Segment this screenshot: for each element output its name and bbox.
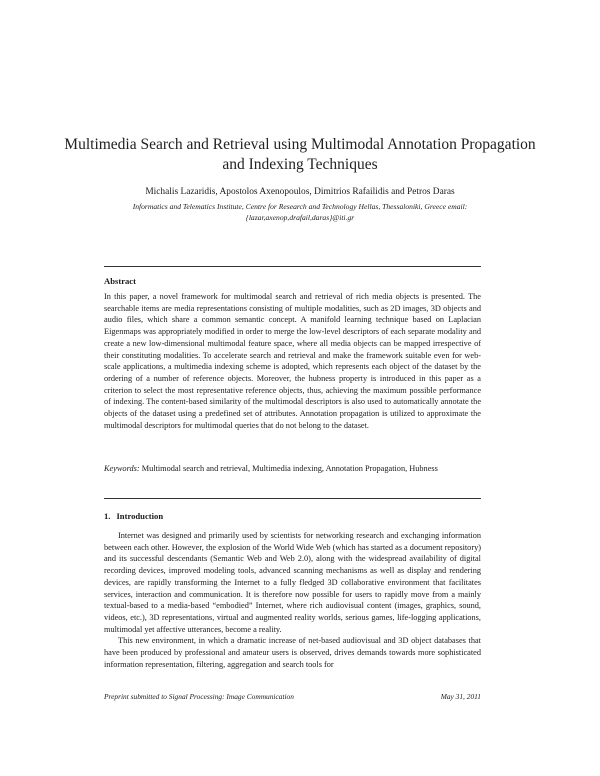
author-affiliation: Informatics and Telematics Institute, Centre for Research and Technology Hellas, Thessaloniki, Greece email: {lazar,axenop,drafail,daras}@iti.gr — [132, 202, 468, 222]
keywords-block — [104, 463, 481, 475]
abstract-top-rule — [104, 266, 481, 267]
keywords-text: Multimodal search and retrieval, Multimedia indexing, Annotation Propagation, Hubness — [141, 464, 438, 473]
abstract-bottom-rule — [104, 498, 481, 499]
section-number: 1. — [104, 511, 111, 521]
page-footer — [104, 692, 481, 701]
introduction-body — [104, 530, 481, 670]
paragraph: Internet was designed and primarily used by scientists for networking research and exchanging information between each other. However, the explosion of the World Wide Web (which has started as a document repository) and its successful descendants (Semantic Web and Web 2.0), along with the widespread availability of digital recording devices, improved modeling tools, advanced scanning mechanisms as well as display and rendering devices, are rapidly transforming the Internet to a fully fledged 3D collaborative environment that facilitates services, interaction and communication. It is therefore now possible for users to rapidly move from a mainly textual-based to a media-based “embodied” Internet, where rich audiovisual content (images, graphics, sound, videos, etc.), 3D representations, virtual and augmented reality worlds, serious games, life-logging applications, multimodal yet affective utterances, become a reality. — [104, 531, 482, 634]
abstract-heading: Abstract — [104, 276, 136, 286]
section-heading-introduction — [104, 511, 169, 521]
footer-date: May 31, 2011 — [440, 692, 481, 701]
author-list: Michalis Lazaridis, Apostolos Axenopoulos, Dimitrios Rafailidis and Petros Daras — [145, 187, 455, 197]
paragraph: This new environment, in which a dramatic increase of net-based audiovisual and 3D object databases that have been produced by professional and amateur users is observed, drives demands towards more sophisticated information representation, filtering, aggregation and search tools for — [104, 636, 481, 669]
section-title: Introduction — [116, 511, 164, 521]
keywords-label: Keywords: — [104, 464, 140, 473]
abstract-body: In this paper, a novel framework for multimodal search and retrieval of rich media objects is presented. The searchable items are media representations consisting of multiple modalities, such as 2D images, 3D objects and audio files, which share a common semantic concept. A manifold learning technique based on Laplacian Eigenmaps was appropriately modified in order to merge the low-level descriptors of each separate modality and create a new low-dimensional multimodal feature space, where all media objects can be mapped irrespective of their constituting modalities. To accelerate search and retrieval and make the framework suitable even for web-scale applications, a multimedia indexing scheme is adopted, which represents each object of the dataset by the ordering of a number of reference objects. Moreover, the hubness property is introduced in this paper as a criterion to select the most representative reference objects, thus, achieving the maximum possible performance of indexing. The content-based similarity of the multimodal descriptors is also used to automatically annotate the objects of the dataset using a predefined set of attributes. Annotation propagation is utilized to approximate the multimodal descriptors for multimodal queries that do not belong to the dataset. — [104, 292, 481, 430]
paper-title: Multimedia Search and Retrieval using Multimodal Annotation Propagation and Indexing Techniques — [64, 136, 536, 173]
footer-preprint-note: Preprint submitted to Signal Processing: Image Communication — [104, 692, 294, 701]
